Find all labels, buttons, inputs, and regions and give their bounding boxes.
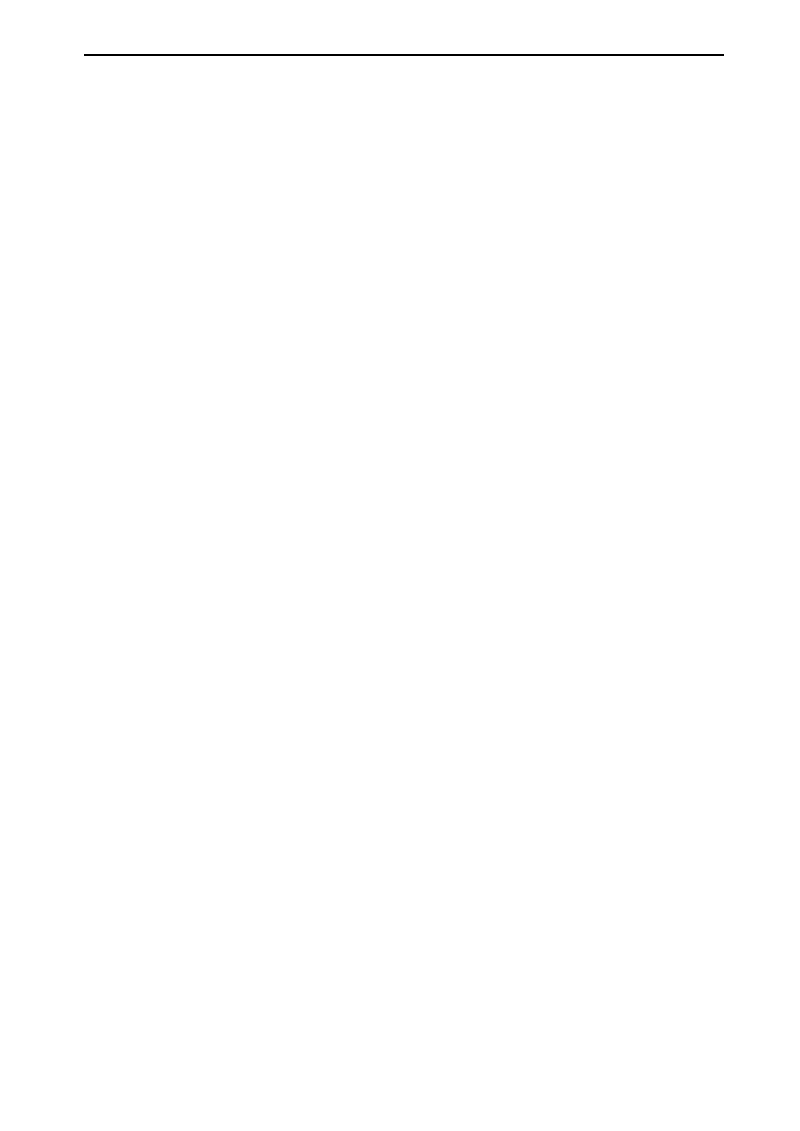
- top-continuation-table: [84, 54, 724, 56]
- table-bottom-rule: [84, 54, 724, 56]
